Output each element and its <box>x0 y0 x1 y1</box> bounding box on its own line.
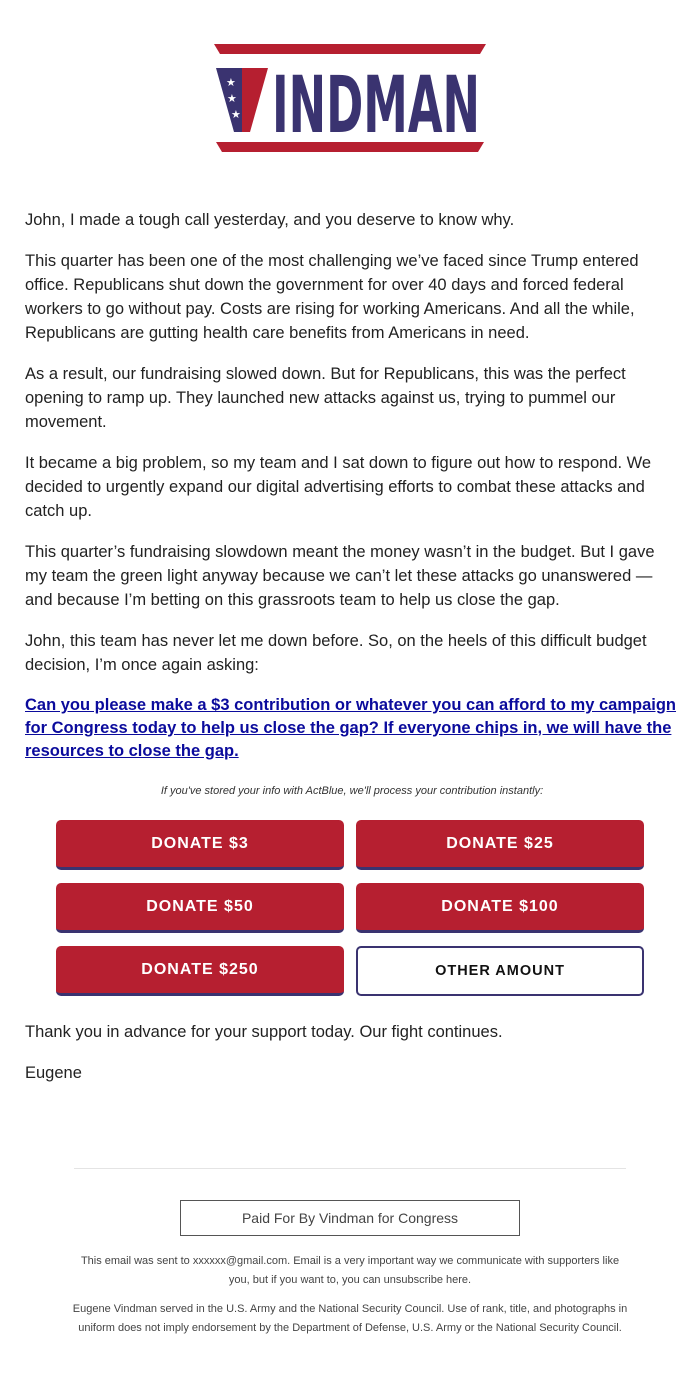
paragraph-1: This quarter has been one of the most challenging we’ve faced since Trump entered office. Republicans shut down the government for over 40 days and forced federal workers to go without pay. Costs are rising for working Americans. And all the while, Republicans are gutting health care benefits from Americans in need. <box>25 252 639 342</box>
paragraph-2: As a result, our fundraising slowed down. But for Republicans, this was the perfect opening to ramp up. They launched new attacks against us, trying to pummel our movement. <box>25 365 626 431</box>
svg-text:INDMAN: INDMAN <box>272 61 480 151</box>
email-body <box>25 208 679 817</box>
closing <box>25 1020 679 1102</box>
footer-divider <box>74 1168 626 1169</box>
other-amount-button[interactable]: OTHER AMOUNT <box>356 946 644 996</box>
actblue-express-note: If you've stored your info with ActBlue, we'll process your contribution instantly: <box>160 785 544 797</box>
sent-end: . <box>468 1273 472 1286</box>
donate-100-button[interactable]: DONATE $100 <box>356 883 644 933</box>
paragraph-4: This quarter’s fundraising slowdown meant the money wasn’t in the budget. But I gave my team the green light anyway because we can’t let these attacks go unanswered — and because I’m betting on this grassroots team to help us close the gap. <box>25 543 655 609</box>
donate-25-button[interactable]: DONATE $25 <box>356 820 644 870</box>
vindman-logo <box>212 42 488 154</box>
svg-text:★: ★ <box>226 76 236 89</box>
sent-middle: . Email is a very important way we communicate with supporters like you, but if you want to, you can <box>228 1255 620 1286</box>
donate-50-button[interactable]: DONATE $50 <box>56 883 344 933</box>
donate-cta-link[interactable]: Can you please make a $3 contribution or whatever you can afford to my campaign for Congress today to help us close the gap? If everyone chips in, we will have the resources to close the gap. <box>25 696 677 760</box>
paid-for-box: Paid For By Vindman for Congress <box>180 1200 520 1236</box>
sent-prefix: This email was sent to <box>80 1255 193 1267</box>
donate-250-button[interactable]: DONATE $250 <box>56 946 344 996</box>
paragraph-5: John, this team has never let me down before. So, on the heels of this difficult budget decision, I’m once again asking: <box>25 632 647 674</box>
donate-3-button[interactable]: DONATE $3 <box>56 820 344 870</box>
unsubscribe-link[interactable]: unsubscribe here <box>383 1273 469 1286</box>
signature: Eugene <box>25 1064 82 1082</box>
svg-text:★: ★ <box>231 108 241 121</box>
greeting: John, I made a tough call yesterday, and you deserve to know why. <box>25 211 515 229</box>
thanks-text: Thank you in advance for your support today. Our fight continues. <box>25 1023 503 1041</box>
footer-sent-notice <box>70 1252 630 1289</box>
paragraph-3: It became a big problem, so my team and I sat down to figure out how to respond. We decided to urgently expand our digital advertising efforts to combat these attacks and catch up. <box>25 454 652 520</box>
recipient-email: xxxxxx@gmail.com <box>192 1255 288 1267</box>
svg-text:★: ★ <box>227 92 237 105</box>
footer-disclaimer: Eugene Vindman served in the U.S. Army and the National Security Council. Use of rank, title, and photographs in uniform does not imply endorsement by the Department of Defense, U.S. Army or the National Security Council. <box>72 1303 628 1334</box>
